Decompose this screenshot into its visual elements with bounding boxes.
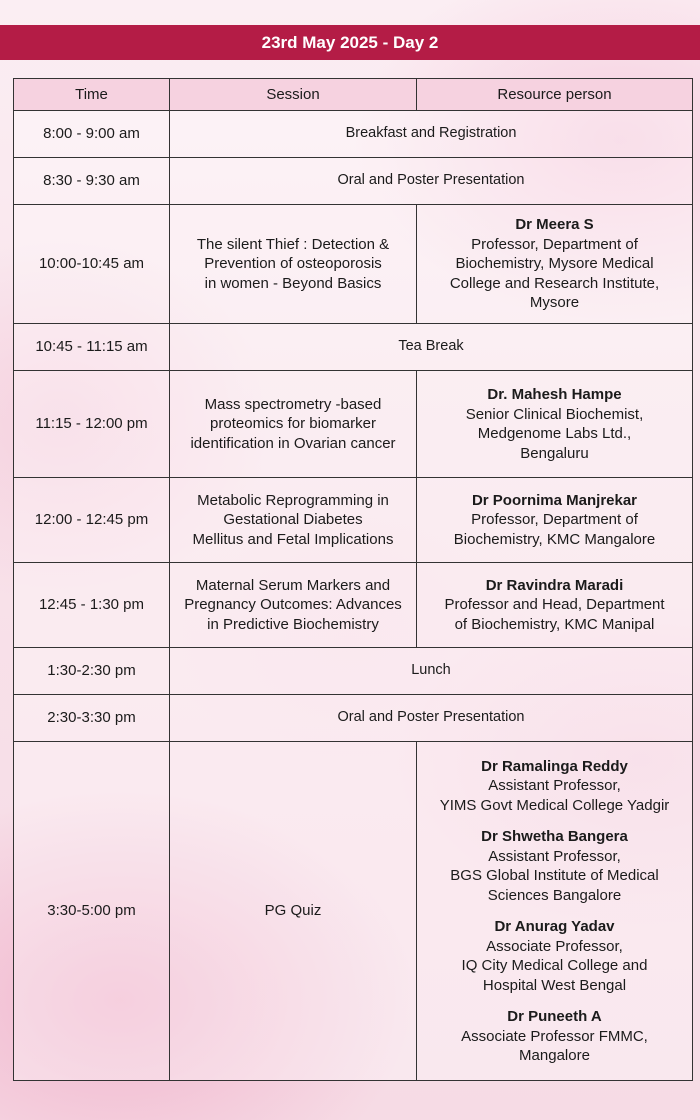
resource-person	[423, 215, 686, 313]
person-affiliation-line: Professor, Department of	[471, 511, 638, 529]
person-affiliation-line: Sciences Bangalore	[487, 886, 622, 904]
person-name: Dr. Mahesh Hampe	[487, 386, 622, 403]
table-row	[14, 158, 693, 205]
person-name: Dr Ramalinga Reddy	[481, 757, 628, 775]
person-affiliation-line: Hospital West Bengal	[482, 976, 627, 994]
session-title-line: Mellitus and Fetal Implications	[192, 530, 394, 548]
resource-person	[423, 385, 686, 463]
person-affiliation-line: Bengaluru	[520, 444, 589, 462]
table-row	[14, 324, 693, 371]
table-row	[14, 695, 693, 742]
person-name: Dr Puneeth A	[507, 1008, 602, 1025]
break-cell: Oral and Poster Presentation	[170, 158, 693, 205]
table-row	[14, 563, 693, 648]
table-row	[14, 478, 693, 563]
time-cell: 12:45 - 1:30 pm	[14, 563, 170, 648]
person-affiliation-line: Biochemistry, KMC Mangalore	[453, 530, 656, 548]
person-affiliation-line: Mangalore	[519, 1047, 590, 1064]
schedule-table	[13, 78, 693, 1081]
session-title-line: The silent Thief : Detection &	[196, 235, 390, 253]
person-affiliation-line: Senior Clinical Biochemist,	[465, 405, 644, 423]
session-title-line: in Predictive Biochemistry	[207, 615, 379, 633]
session-cell	[170, 478, 417, 563]
table-row	[14, 111, 693, 158]
session-cell	[170, 371, 417, 478]
time-cell: 2:30-3:30 pm	[14, 695, 170, 742]
break-cell: Tea Break	[170, 324, 693, 371]
table-row	[14, 205, 693, 324]
resource-person	[423, 917, 686, 995]
day-title: 23rd May 2025 - Day 2	[261, 32, 439, 52]
session-cell	[170, 205, 417, 324]
day-banner	[0, 25, 700, 60]
time-cell: 1:30-2:30 pm	[14, 648, 170, 695]
session-title-line: Maternal Serum Markers and	[195, 576, 391, 594]
person-name: Dr Anurag Yadav	[494, 918, 615, 935]
resource-person	[423, 491, 686, 550]
person-affiliation-line: Medgenome Labs Ltd.,	[477, 425, 632, 442]
session-title-line: proteomics for biomarker	[210, 415, 376, 433]
session-title-line: PG Quiz	[264, 902, 322, 920]
time-cell: 3:30-5:00 pm	[14, 742, 170, 1081]
resource-person	[423, 576, 686, 635]
session-title-line: Metabolic Reprogramming in	[197, 491, 389, 509]
time-cell: 10:45 - 11:15 am	[14, 324, 170, 371]
time-header: Time	[14, 79, 170, 111]
person-name: Dr Meera S	[515, 216, 594, 234]
person-affiliation-line: Professor, Department of	[471, 235, 638, 253]
session-title-line: Prevention of osteoporosis	[204, 255, 382, 273]
break-cell: Lunch	[170, 648, 693, 695]
session-cell	[170, 742, 417, 1081]
table-row	[14, 371, 693, 478]
resource-cell	[417, 478, 693, 563]
time-cell: 12:00 - 12:45 pm	[14, 478, 170, 563]
resource-person	[423, 827, 686, 905]
person-affiliation-line: Professor and Head, Department	[444, 596, 665, 614]
time-cell: 8:00 - 9:00 am	[14, 111, 170, 158]
time-cell: 8:30 - 9:30 am	[14, 158, 170, 205]
resource-person	[423, 757, 686, 816]
schedule-body	[14, 111, 693, 1081]
session-title-line: Gestational Diabetes	[223, 511, 363, 529]
session-title-line: Pregnancy Outcomes: Advances	[184, 596, 402, 614]
person-affiliation-line: Assistant Professor,	[488, 847, 621, 865]
session-header: Session	[170, 79, 417, 111]
break-cell: Breakfast and Registration	[170, 111, 693, 158]
person-affiliation-line: YIMS Govt Medical College Yadgir	[439, 796, 670, 814]
session-title-line: identification in Ovarian cancer	[190, 434, 396, 452]
person-name: Dr Shwetha Bangera	[481, 828, 628, 845]
table-row	[14, 742, 693, 1081]
resource-cell	[417, 371, 693, 478]
person-affiliation-line: Assistant Professor,	[488, 777, 621, 794]
table-row	[14, 648, 693, 695]
person-affiliation-line: Associate Professor,	[486, 937, 623, 955]
resource-cell	[417, 563, 693, 648]
person-affiliation-line: Mysore	[529, 294, 580, 312]
person-affiliation-line: of Biochemistry, KMC Manipal	[454, 615, 655, 633]
person-name: Dr Poornima Manjrekar	[471, 491, 638, 509]
person-affiliation-line: Associate Professor FMMC,	[461, 1027, 648, 1045]
person-name: Dr Ravindra Maradi	[485, 576, 624, 594]
resource-cell	[417, 205, 693, 324]
session-title-line: in women - Beyond Basics	[204, 274, 382, 292]
time-cell: 11:15 - 12:00 pm	[14, 371, 170, 478]
resource-cell	[417, 742, 693, 1081]
person-affiliation-line: IQ City Medical College and	[461, 957, 648, 974]
resource-header: Resource person	[417, 79, 693, 111]
session-title-line: Mass spectrometry -based	[204, 395, 382, 413]
person-affiliation-line: BGS Global Institute of Medical	[450, 867, 659, 884]
person-affiliation-line: Biochemistry, Mysore Medical	[455, 255, 654, 273]
resource-person	[423, 1007, 686, 1066]
session-cell	[170, 563, 417, 648]
person-affiliation-line: College and Research Institute,	[449, 274, 660, 292]
break-cell: Oral and Poster Presentation	[170, 695, 693, 742]
time-cell: 10:00-10:45 am	[14, 205, 170, 324]
header-row	[14, 79, 693, 111]
